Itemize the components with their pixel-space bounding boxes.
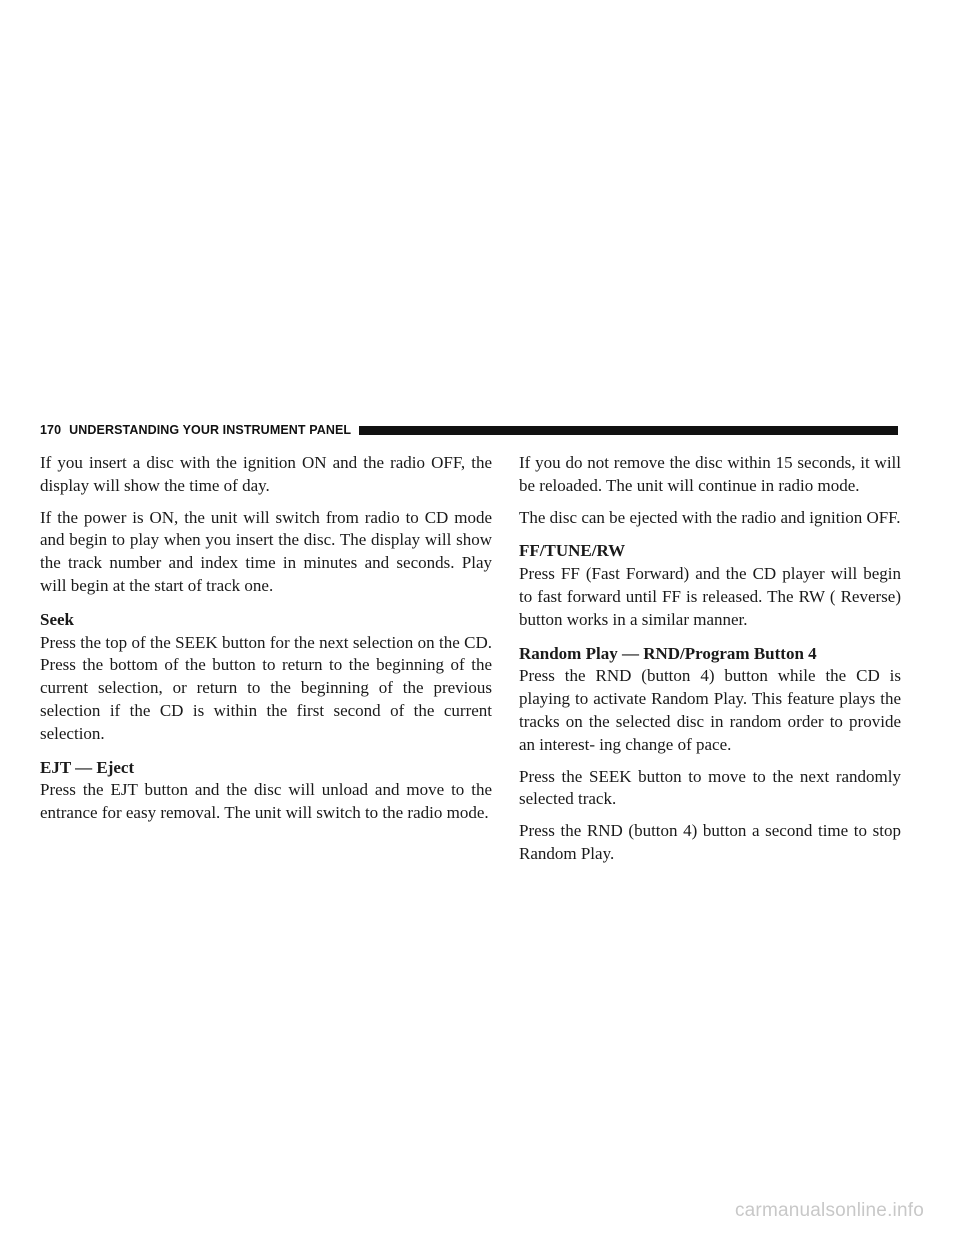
section-random bbox=[519, 643, 901, 757]
section-seek bbox=[40, 609, 492, 746]
page-number: 170 bbox=[40, 423, 62, 437]
paragraph-random: Press the RND (button 4) button while the CD is playing to activate Random Play. This feature plays the tracks on the selected disc in random order to provide an interest- ing change of pace. bbox=[519, 666, 901, 754]
header-rule bbox=[359, 426, 898, 435]
heading-seek: Seek bbox=[40, 609, 74, 629]
paragraph-fftune: Press FF (Fast Forward) and the CD player will begin to fast forward until FF is released. The RW ( Reverse) button works in a similar manner. bbox=[519, 564, 901, 629]
page-header bbox=[40, 422, 898, 438]
section-eject bbox=[40, 757, 492, 825]
section-title: UNDERSTANDING YOUR INSTRUMENT PANEL bbox=[69, 423, 352, 437]
right-column bbox=[519, 452, 901, 875]
heading-random: Random Play — RND/Program Button 4 bbox=[519, 643, 817, 663]
paragraph-eject-off: The disc can be ejected with the radio and ignition OFF. bbox=[519, 507, 901, 527]
watermark: carmanualsonline.info bbox=[734, 1200, 924, 1221]
paragraph-seek: Press the top of the SEEK button for the next selection on the CD. Press the bottom of the button to return to the beginning of the current selection, or return to the beginning of the previous selection if the CD is within the first second of the current selection. bbox=[40, 632, 492, 743]
paragraph-random-seek: Press the SEEK button to move to the next randomly selected track. bbox=[519, 766, 901, 809]
paragraph-power: If the power is ON, the unit will switch from radio to CD mode and begin to play when you insert the disc. The display will show the track number and index time in minutes and seconds. Play will begin at the start of track one. bbox=[40, 507, 492, 595]
heading-fftune: FF/TUNE/RW bbox=[519, 541, 626, 561]
paragraph-random-stop: Press the RND (button 4) button a second time to stop Random Play. bbox=[519, 821, 901, 863]
left-column bbox=[40, 452, 492, 834]
paragraph-eject: Press the EJT button and the disc will unload and move to the entrance for easy removal. The unit will switch to the radio mode. bbox=[40, 780, 492, 823]
heading-eject: EJT — Eject bbox=[40, 757, 135, 777]
paragraph-ignition: If you insert a disc with the ignition ON and the radio OFF, the display will show the time of day. bbox=[40, 453, 492, 495]
paragraph-reload: If you do not remove the disc within 15 seconds, it will be reloaded. The unit will continue in radio mode. bbox=[519, 453, 901, 495]
section-fftune bbox=[519, 540, 901, 631]
